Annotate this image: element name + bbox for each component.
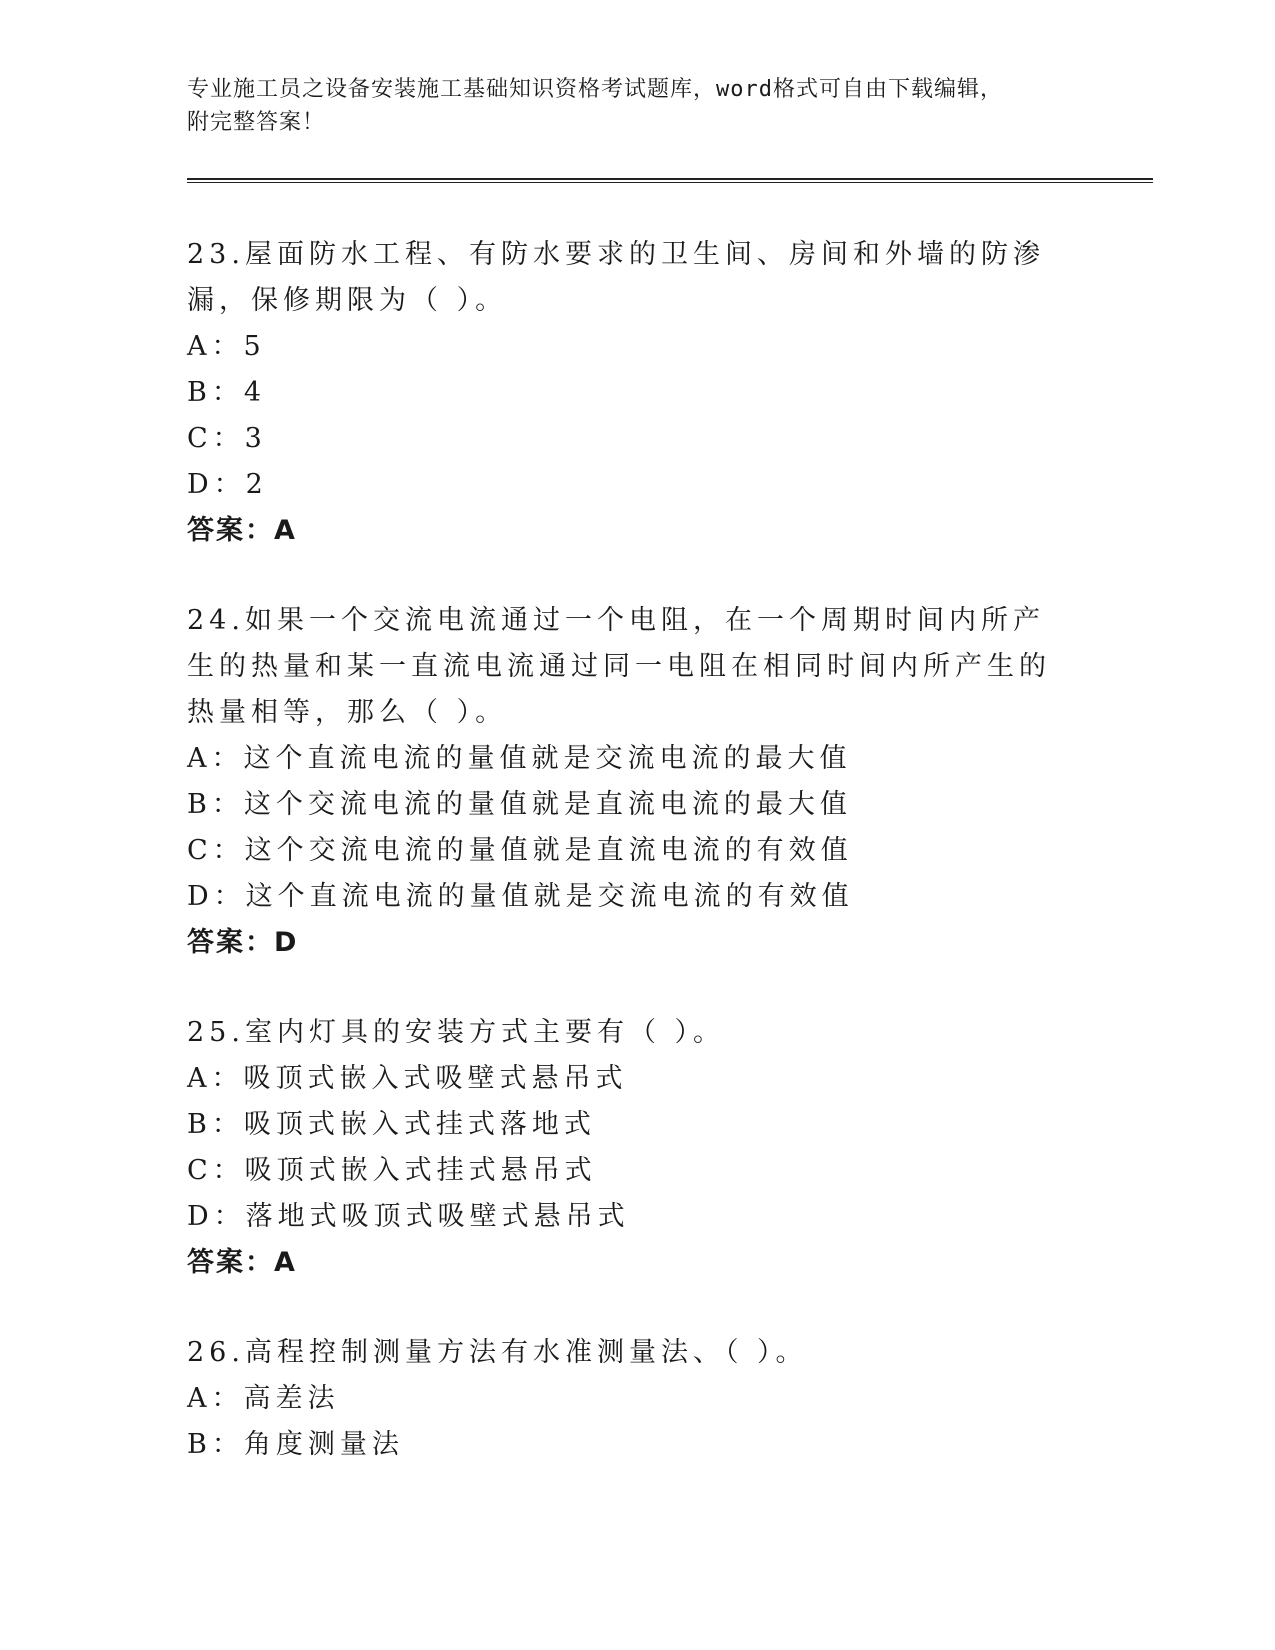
option-a: A：5 (187, 331, 266, 362)
option-b: B：角度测量法 (187, 1429, 404, 1460)
option-b: B：这个交流电流的量值就是直流电流的最大值 (187, 789, 852, 820)
option-d: D：这个直流电流的量值就是交流电流的有效值 (187, 881, 854, 912)
question-25 (187, 1010, 1087, 1286)
header-divider (187, 178, 1153, 183)
question-23 (187, 232, 1087, 554)
question-26 (187, 1330, 1087, 1468)
document-header (187, 73, 1067, 139)
option-c: C：这个交流电流的量值就是直流电流的有效值 (187, 835, 853, 866)
header-line-1: 专业施工员之设备安装施工基础知识资格考试题库，word格式可自由下载编辑， (187, 77, 1003, 102)
option-b: B：4 (187, 377, 267, 408)
option-c: C：3 (187, 423, 267, 454)
option-a: A：吸顶式嵌入式吸壁式悬吊式 (187, 1063, 628, 1094)
answer-label: 答案：D (187, 927, 299, 958)
option-d: D：落地式吸顶式吸壁式悬吊式 (187, 1201, 630, 1232)
option-d: D：2 (187, 469, 268, 500)
option-b: B：吸顶式嵌入式挂式落地式 (187, 1109, 596, 1140)
answer-label: 答案：A (187, 1247, 297, 1278)
option-c: C：吸顶式嵌入式挂式悬吊式 (187, 1155, 597, 1186)
question-stem: 23.屋面防水工程、有防水要求的卫生间、房间和外墙的防渗漏，保修期限为（ ）。 (187, 239, 1045, 316)
option-a: A：这个直流电流的量值就是交流电流的最大值 (187, 743, 852, 774)
question-stem: 25.室内灯具的安装方式主要有（ ）。 (187, 1017, 726, 1048)
question-list (187, 232, 1087, 1512)
option-a: A：高差法 (187, 1383, 340, 1414)
question-stem: 26.高程控制测量方法有水准测量法、（ ）。 (187, 1337, 808, 1368)
header-line-2: 附完整答案！ (187, 110, 326, 135)
question-24 (187, 598, 1087, 966)
answer-label: 答案：A (187, 515, 297, 546)
question-stem: 24.如果一个交流电流通过一个电阻，在一个周期时间内所产生的热量和某一直流电流通过同一电阻在相同时间内所产生的热量相等，那么（ ）。 (187, 605, 1051, 728)
